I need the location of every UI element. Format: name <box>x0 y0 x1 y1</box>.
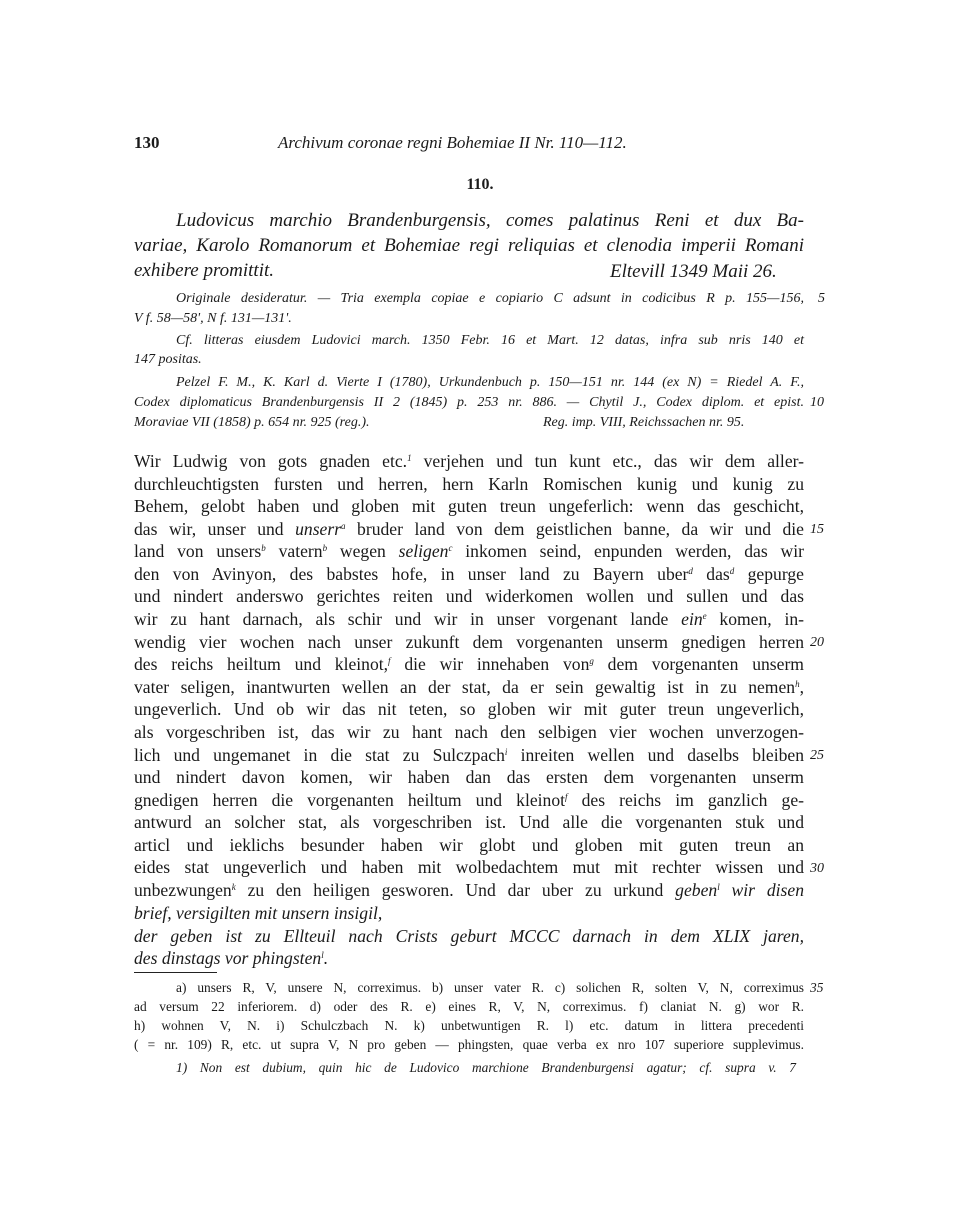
apparatus-line-7: Moraviae VII (1858) p. 654 nr. 925 (reg.). <box>134 415 370 430</box>
text-line-6: den von Avinyon, des babstes hofe, in unser land zu Bayern uber$^d$ das$^d$ gepurge <box>134 564 804 584</box>
running-title: Archivum coronae regni Bohemiae II Nr. 110—112. <box>278 133 627 152</box>
apparatus-line-1: Originale desideratur. — Tria exempla copiae e copiario C adsunt in codicibus R p. 155—156, <box>176 291 804 306</box>
summary-line-3: exhibere promittit. <box>134 260 275 281</box>
note-line-1: a) unsers R, V, unsere N, correximus. b) unser vater R. c) solichen R, solten V, N, correximus <box>176 980 804 995</box>
apparatus-line-4: 147 positas. <box>134 352 202 367</box>
footnote-rule <box>134 972 217 973</box>
footnote-1: 1) Non est dubium, quin hic de Ludovico marchione Brandenburgensi agatur; cf. supra v. 7 <box>176 1060 796 1075</box>
line-number-30: 30 <box>810 861 824 876</box>
text-line-18: articl und ieklichs besunder haben wir globt und globen mit guten treun an <box>134 835 804 855</box>
line-number-35: 35 <box>810 980 824 995</box>
apparatus-line-3: Cf. litteras eiusdem Ludovici march. 1350 Febr. 16 et Mart. 12 datas, infra sub nris 140 et <box>176 333 804 348</box>
text-line-4: das wir, unser und unserr$^a$ bruder land von dem geistlichen banne, da wir und die <box>134 519 804 539</box>
text-line-14: lich und ungemanet in die stat zu Sulczpach$^i$ inreiten wellen und daselbs bleiben <box>134 745 805 765</box>
text-line-12: ungeverlich. Und ob wir das nit teten, so globen wir mit guter treun ungeverlich, <box>134 699 804 719</box>
text-line-23: des dinstags vor phingsten$^l$. <box>134 948 329 968</box>
text-line-10: des reichs heiltum und kleinot,$^f$ die wir innehaben von$^g$ dem vorgenanten unserm <box>134 654 804 674</box>
text-line-15: und nindert davon komen, wir haben dan das ersten dem vorgenanten unserm <box>134 767 804 787</box>
text-line-17: antwurd an solcher stat, als vorgeschriben ist. Und alle die vorgenanten stuk und <box>134 812 804 832</box>
place-date: Eltevill 1349 Maii 26. <box>610 261 777 282</box>
line-number-5: 5 <box>818 291 825 306</box>
text-line-21: brief, versigilten mit unsern insigil, <box>134 903 383 923</box>
text-line-1: Wir Ludwig von gots gnaden etc.$^1$ verjehen und tun kunt etc., das wir dem aller- <box>134 451 804 471</box>
document-number: 110. <box>466 176 494 193</box>
line-number-10: 10 <box>810 395 824 410</box>
apparatus-regesta: Reg. imp. VIII, Reichssachen nr. 95. <box>543 415 745 430</box>
text-line-7: und nindert anderswo gerichtes reiten und widerkomen wollen und sullen und das <box>134 586 804 606</box>
text-line-13: als vorgeschriben ist, das wir zu hant nach den selbigen vier wochen unverzogen- <box>134 722 804 742</box>
note-line-4: ( = nr. 109) R, etc. ut supra V, N pro geben — phingsten, quae verba ex nro 107 superiore supplevimus. <box>134 1037 804 1052</box>
text-line-2: durchleuchtigsten fursten und herren, hern Karln Romischen kunig und kunig zu <box>134 474 804 494</box>
line-number-25: 25 <box>810 748 824 763</box>
note-line-3: h) wohnen V, N. i) Schulczbach N. k) unbetwuntigen R. l) etc. datum in littera precedenti <box>134 1018 804 1033</box>
text-line-3: Behem, gelobt haben und globen mit guten treun ungeferlich: wenn das geschicht, <box>134 496 804 516</box>
text-line-9: wendig vier wochen nach unser zukunft dem vorgenanten unserm gnedigen herren <box>134 632 804 652</box>
text-line-5: land von unsers$^b$ vatern$^b$ wegen seligen$^c$ inkomen seind, enpunden werden, das wir <box>134 541 804 561</box>
apparatus-line-5: Pelzel F. M., K. Karl d. Vierte I (1780), Urkundenbuch p. 150—151 nr. 144 (ex N) = Riedel A. F., <box>176 375 804 390</box>
line-number-20: 20 <box>810 635 824 650</box>
apparatus-line-6: Codex diplomaticus Brandenburgensis II 2 (1845) p. 253 nr. 886. — Chytil J., Codex diplom. et epist. <box>134 395 804 410</box>
page-number: 130 <box>134 133 160 152</box>
note-line-2: ad versum 22 inferiorem. d) oder des R. e) eines R, V, N, correximus. f) claniat N. g) wor R. <box>134 999 804 1014</box>
text-line-20: unbezwungen$^k$ zu den heiligen gesworen. Und dar uber zu urkund geben$^l$ wir disen <box>134 880 805 900</box>
text-line-19: eides stat ungeverlich und haben mit wolbedachtem mut mit rechter wissen und <box>134 857 804 877</box>
text-line-11: vater seligen, inantwurten wellen an der stat, da er sein gewaltig ist in zu nemen$^h$, <box>134 677 804 697</box>
summary-line-2: variae, Karolo Romanorum et Bohemiae regi reliquias et clenodia imperii Romani <box>134 235 804 256</box>
summary-line-1: Ludovicus marchio Brandenburgensis, comes palatinus Reni et dux Ba- <box>176 210 804 231</box>
text-line-16: gnedigen herren die vorgenanten heiltum und kleinot$^f$ des reichs im ganzlich ge- <box>134 790 804 810</box>
text-line-22: der geben ist zu Ellteuil nach Crists geburt MCCC darnach in dem XLIX jaren, <box>134 926 804 946</box>
text-line-8: wir zu hant darnach, als schir und wir in unser vorgenant lande ein$^e$ komen, in- <box>134 609 805 629</box>
line-number-15: 15 <box>810 522 824 537</box>
apparatus-line-2: V f. 58—58', N f. 131—131'. <box>134 311 292 326</box>
